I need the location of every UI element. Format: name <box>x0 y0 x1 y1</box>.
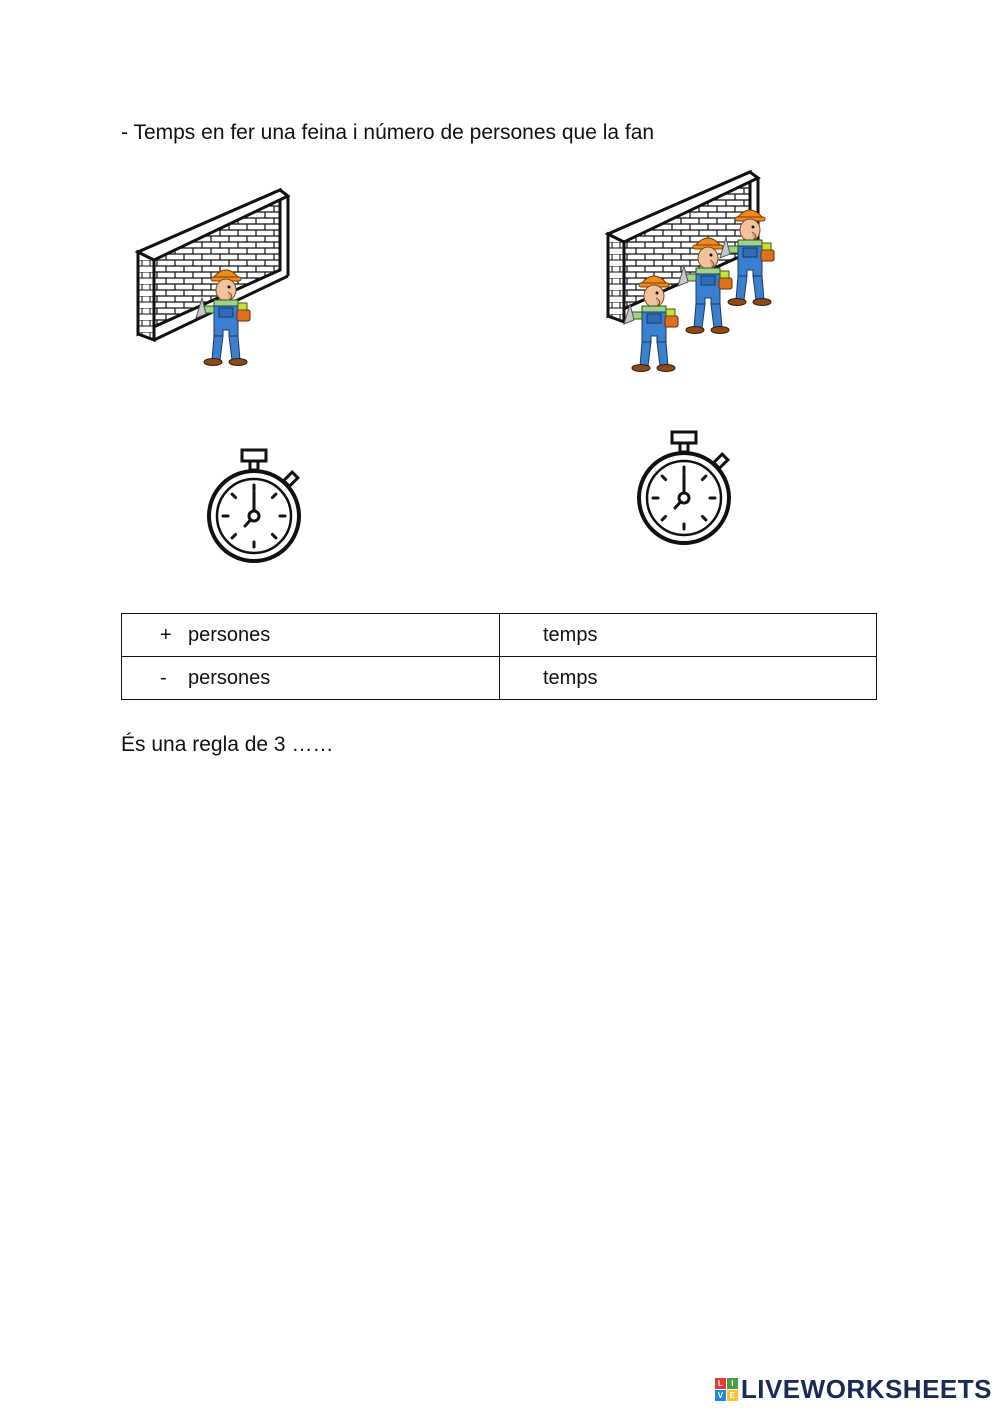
minus-sign: - <box>160 666 167 689</box>
table-row <box>122 614 877 657</box>
wall-with-one-worker-illustration <box>130 188 290 373</box>
logo-mark-icon: L I V E <box>715 1378 738 1401</box>
table-cell-time <box>500 657 877 700</box>
plus-sign: + <box>160 623 172 646</box>
people-label: persones <box>188 666 271 689</box>
stopwatch-icon <box>199 446 309 571</box>
time-label: temps <box>543 623 598 646</box>
table-cell-people <box>122 657 500 700</box>
exercise-heading: - Temps en fer una feina i número de persones que la fan <box>121 121 655 144</box>
time-label: temps <box>543 666 598 689</box>
table-row <box>122 657 877 700</box>
table-cell-people <box>122 614 500 657</box>
wall-with-three-workers-illustration <box>600 170 790 380</box>
table-cell-time <box>500 614 877 657</box>
brand-name: LIVEWORKSHEETS <box>740 1374 992 1404</box>
stopwatch-icon <box>629 428 739 553</box>
people-label: persones <box>188 623 271 646</box>
rule-of-three-prompt: És una regla de 3 …… <box>121 733 334 756</box>
proportion-table <box>121 613 877 700</box>
liveworksheets-logo <box>715 1374 992 1405</box>
